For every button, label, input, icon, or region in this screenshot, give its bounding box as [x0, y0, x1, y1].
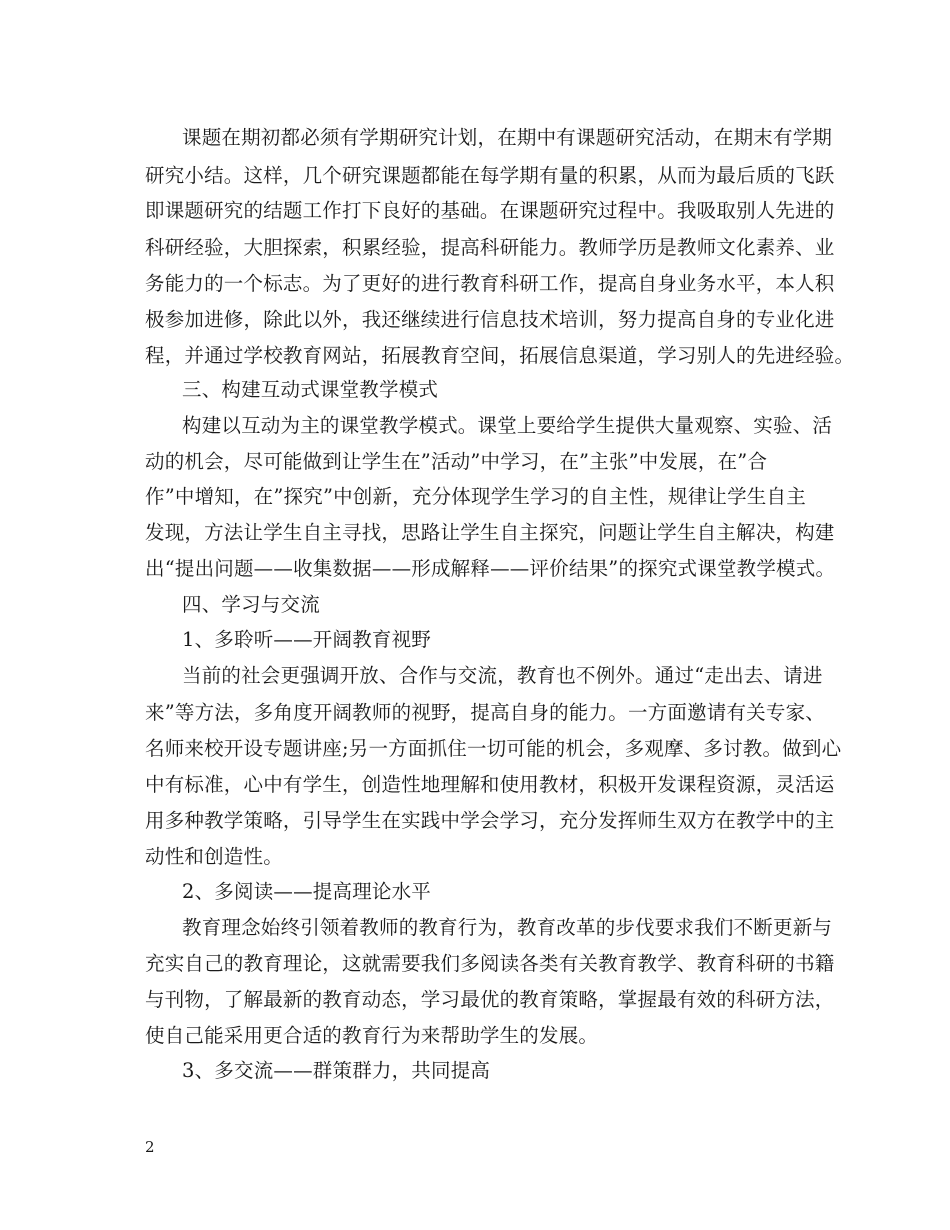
text-line: 用多种教学策略，引导学生在实践中学会学习，充分发挥师生双方在教学中的主	[145, 809, 835, 832]
text-line: 研究小结。这样，几个研究课题都能在每学期有量的积累，从而为最后质的飞跃	[145, 164, 835, 187]
text-line: 发现，方法让学生自主寻找，思路让学生自主探究，问题让学生自主解决，构建	[145, 521, 835, 544]
text-line: 名师来校开设专题讲座;另一方面抓住一切可能的机会，多观摩、多讨教。做到心	[145, 737, 842, 760]
text-line: 程，并通过学校教育网站，拓展教育空间，拓展信息渠道，学习别人的先进经验。	[145, 344, 855, 367]
text-line: 中有标准，心中有学生，创造性地理解和使用教材，积极开发课程资源，灵活运	[145, 773, 835, 796]
text-line: 构建以互动为主的课堂教学模式。课堂上要给学生提供大量观察、实验、活	[182, 414, 833, 437]
text-line: 即课题研究的结题工作打下良好的基础。在课题研究过程中。我吸取别人先进的	[145, 199, 835, 222]
subsection-heading: 1、多聆听——开阔教育视野	[182, 628, 432, 651]
text-line: 出“提出问题——收集数据——形成解释——评价结果”的探究式课堂教学模式。	[145, 557, 836, 580]
text-line: 极参加进修，除此以外，我还继续进行信息技术培训，努力提高自身的专业化进	[145, 308, 835, 331]
text-line: 作”中增知，在”探究”中创新，充分体现学生学习的自主性，规律让学生自主	[145, 485, 806, 508]
text-line: 动的机会，尽可能做到让学生在”活动”中学习，在”主张”中发展，在”合	[145, 450, 768, 473]
text-line: 来”等方法，多角度开阔教师的视野，提高自身的能力。一方面邀请有关专家、	[145, 701, 825, 724]
text-line: 务能力的一个标志。为了更好的进行教育科研工作，提高自身业务水平，本人积	[145, 272, 835, 295]
subsection-heading: 3、多交流——群策群力，共同提高	[182, 1059, 491, 1082]
text-line: 当前的社会更强调开放、合作与交流，教育也不例外。通过“走出去、请进	[182, 664, 823, 687]
subsection-heading: 2、多阅读——提高理论水平	[182, 880, 432, 903]
text-line: 充实自己的教育理论，这就需要我们多阅读各类有关教育教学、教育科研的书籍	[145, 952, 835, 975]
text-line: 使自己能采用更合适的教育行为来帮助学生的发展。	[145, 1024, 599, 1047]
text-line: 动性和创造性。	[145, 845, 283, 868]
page-number: 2	[145, 1138, 155, 1156]
section-heading: 四、学习与交流	[182, 593, 320, 616]
text-line: 课题在期初都必须有学期研究计划，在期中有课题研究活动，在期末有学期	[182, 126, 833, 149]
text-line: 教育理念始终引领着教师的教育行为，教育改革的步伐要求我们不断更新与	[182, 916, 833, 939]
text-line: 与刊物，了解最新的教育动态，学习最优的教育策略，掌握最有效的科研方法，	[145, 988, 835, 1011]
text-line: 科研经验，大胆探索，积累经验，提高科研能力。教师学历是教师文化素养、业	[145, 236, 835, 259]
section-heading: 三、构建互动式课堂教学模式	[182, 378, 439, 401]
